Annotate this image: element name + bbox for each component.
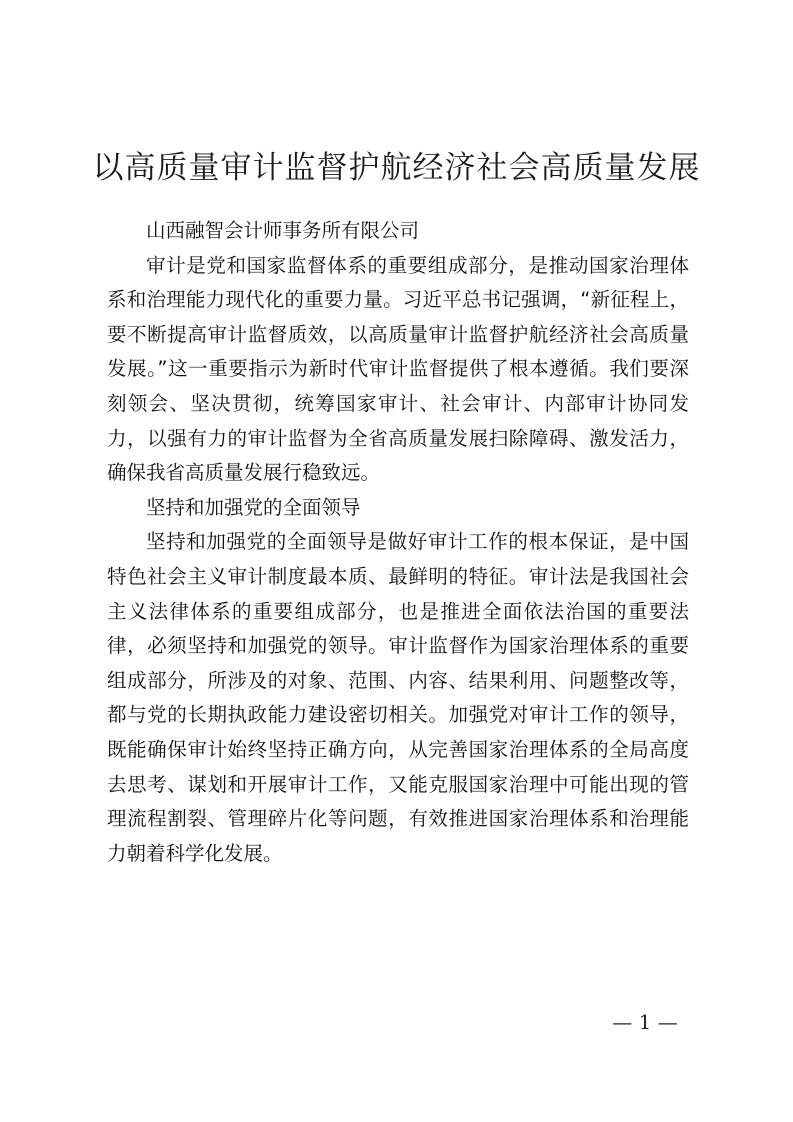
section-heading: 坚持和加强党的全面领导 bbox=[146, 495, 361, 519]
document-title: 以高质量审计监督护航经济社会高质量发展 bbox=[92, 150, 701, 186]
page-number: — 1 — bbox=[612, 1010, 678, 1034]
author-line: 山西融智会计师事务所有限公司 bbox=[146, 219, 420, 242]
paragraph-leadership: 坚持和加强党的全面领导是做好审计工作的根本保证，是中国特色社会主义审计制度最本质、最鲜明的特征。审计法是我国社会主义法律体系的重要组成部分，也是推进全面依法治国的重要法律，必须坚持和加强党的领导。审计监督作为国家治理体系的重要组成部分，所涉及的对象、范围、内容、结果利用、问题整改等，都与党的长期执政能力建设密切相关。加强党对审计工作的领导，既能确保审计始终坚持正确方向，从完善国家治理体系的全局高度去思考、谋划和开展审计工作，又能克服国家治理中可能出现的管理流程割裂、管理碎片化等问题，有效推进国家治理体系和治理能力朝着科学化发展。 bbox=[107, 530, 689, 865]
document-body bbox=[107, 214, 689, 871]
paragraph-intro: 审计是党和国家监督体系的重要组成部分，是推动国家治理体系和治理能力现代化的重要力量。习近平总书记强调，“新征程上，要不断提高审计监督质效，以高质量审计监督护航经济社会高质量发展。”这一重要指示为新时代审计监督提供了根本遵循。我们要深刻领会、坚决贯彻，统筹国家审计、社会审计、内部审计协同发力，以强有力的审计监督为全省高质量发展扫除障碍、激发活力，确保我省高质量发展行稳致远。 bbox=[107, 253, 689, 485]
